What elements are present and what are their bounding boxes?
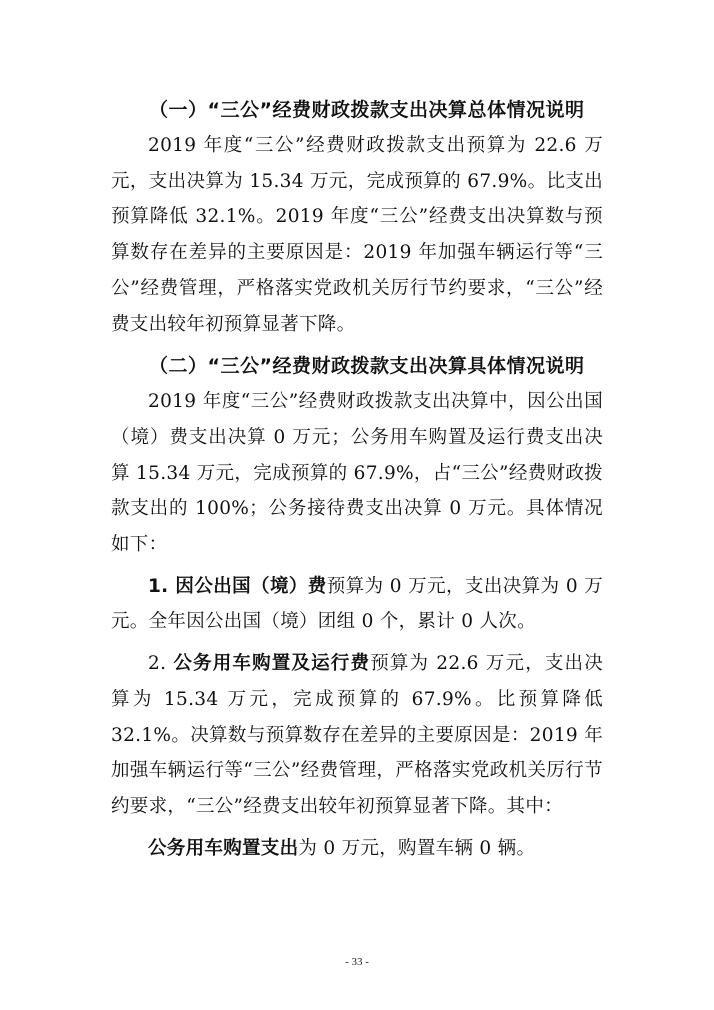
document-body xyxy=(111,92,603,866)
item-vehicle-costs-prefix: 2. xyxy=(148,653,174,675)
item-vehicle-purchase-label: 公务用车购置支出 xyxy=(148,837,299,859)
item-vehicle-purchase-text: 为 0 万元，购置车辆 0 辆。 xyxy=(298,837,536,859)
item-vehicle-costs-label: 公务用车购置及运行费 xyxy=(173,653,371,675)
item-vehicle-costs-text: 预算为 22.6 万元，支出决算为 15.34 万元，完成预算的 67.9%。比预算降低 32.1%。决算数与预算数存在差异的主要原因是：2019 年加强车辆运行等“三公”经费管理，严格落实党政机关厉行节约要求，“三公”经费支出较年初预算显著下降。其中： xyxy=(111,653,603,817)
item-overseas-travel-label: 1. 因公出国（境）费 xyxy=(148,575,327,597)
section-heading-overall: （一）“三公”经费财政拨款支出决算总体情况说明 xyxy=(149,99,585,121)
paragraph-detail: 2019 年度“三公”经费财政拨款支出决算中，因公出国（境）费支出决算 0 万元；公务用车购置及运行费支出决算 15.34 万元，完成预算的 67.9%，占“三公”经费财政拨款支出的 100%；公务接待费支出决算 0 万元。具体情况如下： xyxy=(111,391,603,556)
section-heading-detail: （二）“三公”经费财政拨款支出决算具体情况说明 xyxy=(149,355,585,378)
item-overseas-travel xyxy=(111,569,603,640)
item-vehicle-purchase xyxy=(111,831,603,867)
item-vehicle-costs xyxy=(111,646,603,825)
item-overseas-travel-text: 预算为 0 万元，支出决算为 0 万元。全年因公出国（境）团组 0 个，累计 0 人次。 xyxy=(111,575,603,633)
page-number: - 33 - xyxy=(345,956,369,968)
paragraph-overall: 2019 年度“三公”经费财政拨款支出预算为 22.6 万元，支出决算为 15.34 万元，完成预算的 67.9%。比支出预算降低 32.1%。2019 年度“三公”经费支出决算数与预算数存在差异的主要原因是：2019 年加强车辆运行等“三公”经费管理，严格落实党政机关厉行节约要求，“三公”经费支出较年初预算显著下降。 xyxy=(111,135,603,335)
